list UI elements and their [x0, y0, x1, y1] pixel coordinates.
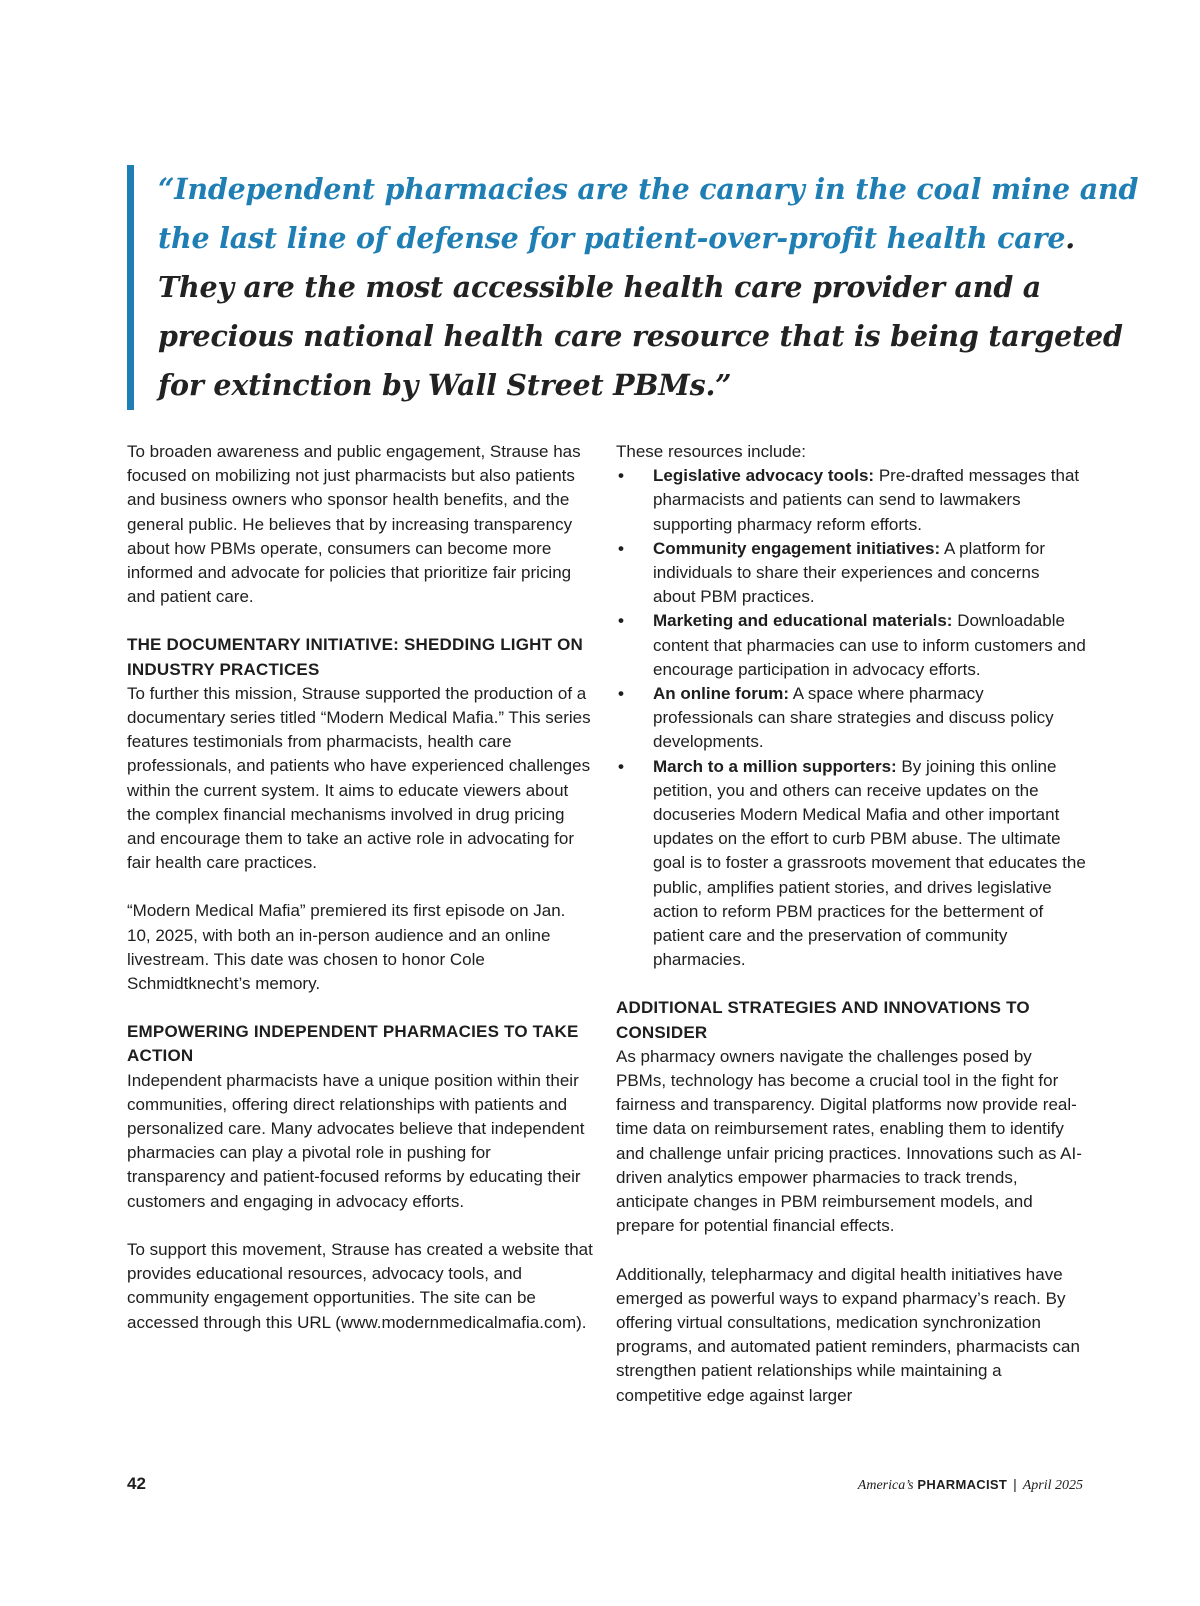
- page-footer: [127, 1474, 1083, 1504]
- bullet-icon: •: [618, 538, 624, 558]
- list-item-term: An online forum:: [653, 684, 789, 704]
- documentary-paragraph: To further this mission, Strause supported the production of a documentary series titled “Modern Medical Mafia.” This series features testimonials from pharmacists, health care professionals, and patients who have experienced challenges within the current system. It aims to educate viewers about the complex financial mechanisms involved in drug pricing and encourage them to take an active role in advocating for fair health care practices.: [127, 683, 591, 873]
- list-item: [616, 609, 1086, 682]
- section-heading-strategies: ADDITIONAL STRATEGIES AND INNOVATIONS TO CONSIDER: [616, 998, 1030, 1042]
- empowering-paragraph: Independent pharmacists have a unique position within their communities, offering direct relationships with patients and personalized care. Many advocates believe that independent pharmacies can play a pivotal role in pushing for transparency and patient-focused reforms by educating their customers and engaging in advocacy efforts.: [127, 1070, 585, 1211]
- list-item: [616, 682, 1086, 755]
- section-heading-empowering: EMPOWERING INDEPENDENT PHARMACIES TO TAKE ACTION: [127, 1022, 579, 1066]
- bullet-icon: •: [618, 611, 624, 631]
- list-item: [616, 464, 1086, 537]
- resources-intro: These resources include:: [616, 442, 806, 461]
- magazine-name-caps: PHARMACIST: [917, 1477, 1008, 1492]
- list-item-text: By joining this online petition, you and others can receive updates on the docuseries Modern Medical Mafia and other important updates on the effort to curb PBM abuse. The ultimate goal is to foster a grassroots movement that educates the public, amplifies patient stories, and drives legislative action to reform PBM practices for the betterment of patient care and the preservation of community pharmacies.: [653, 756, 1086, 970]
- magazine-name-italic: America’s: [857, 1478, 914, 1493]
- list-item-term: Marketing and educational materials:: [653, 611, 953, 631]
- list-item-text: Downloadable content that pharmacies can use to inform customers and encourage participation in advocacy efforts.: [653, 611, 1086, 679]
- list-item-text: A space where pharmacy professionals can share strategies and discuss policy developments.: [653, 684, 1054, 752]
- pull-quote: [127, 165, 1158, 410]
- list-item-term: March to a million supporters:: [653, 756, 897, 776]
- left-column: [127, 440, 593, 1359]
- footer-separator: |: [1013, 1476, 1017, 1492]
- list-item: [616, 537, 1086, 610]
- section-heading-documentary: THE DOCUMENTARY INITIATIVE: SHEDDING LIGHT ON INDUSTRY PRACTICES: [127, 635, 584, 679]
- bullet-icon: •: [618, 466, 624, 486]
- page-number: 42: [127, 1474, 146, 1493]
- technology-paragraph: As pharmacy owners navigate the challenges posed by PBMs, technology has become a crucial tool in the fight for fairness and transparency. Digital platforms now provide real-time data on reimbursement rates, enabling them to identify and challenge unfair pricing practices. Innovations such as AI-driven analytics empower pharmacies to track trends, anticipate changes in PBM reimbursement models, and prepare for potential financial effects.: [616, 1046, 1082, 1236]
- right-column: [616, 440, 1086, 1432]
- issue-date: April 2025: [1022, 1478, 1083, 1493]
- intro-paragraph: To broaden awareness and public engagement, Strause has focused on mobilizing not just pharmacists but also patients and business owners who sponsor health benefits, and the general public. He believes that by increasing transparency about how PBMs operate, consumers can become more informed and advocate for policies that prioritize fair pricing and patient care.: [127, 442, 581, 607]
- resources-list: [616, 464, 1086, 972]
- list-item: [616, 755, 1086, 973]
- list-item-term: Community engagement initiatives:: [653, 538, 941, 558]
- premiere-paragraph: “Modern Medical Mafia” premiered its first episode on Jan. 10, 2025, with both an in-person audience and an online livestream. This date was chosen to honor Cole Schmidtknecht’s memory.: [127, 901, 566, 994]
- website-paragraph: To support this movement, Strause has created a website that provides educational resources, advocacy tools, and community engagement opportunities. The site can be accessed through this URL (www.modernmedicalmafia.com).: [127, 1239, 593, 1332]
- pull-quote-highlight: “Independent pharmacies are the canary in the coal mine and the last line of defense for patient-over-profit health care: [158, 172, 1139, 255]
- list-item-text: Pre-drafted messages that pharmacists and patients can send to lawmakers supporting pharmacy reform efforts.: [653, 466, 1080, 534]
- telepharmacy-paragraph: Additionally, telepharmacy and digital health initiatives have emerged as powerful ways to expand pharmacy’s reach. By offering virtual consultations, medication synchronization programs, and automated patient reminders, pharmacists can strengthen patient relationships while maintaining a competitive edge against larger: [616, 1264, 1080, 1405]
- bullet-icon: •: [618, 756, 624, 776]
- list-item-text: A platform for individuals to share their experiences and concerns about PBM practices.: [653, 538, 1046, 607]
- pull-quote-rest: . They are the most accessible health care provider and a precious national health care resource that is being targeted for extinction by Wall Street PBMs.”: [158, 221, 1123, 402]
- list-item-term: Legislative advocacy tools:: [653, 466, 875, 486]
- bullet-icon: •: [618, 684, 624, 704]
- magazine-masthead: [858, 1476, 1083, 1494]
